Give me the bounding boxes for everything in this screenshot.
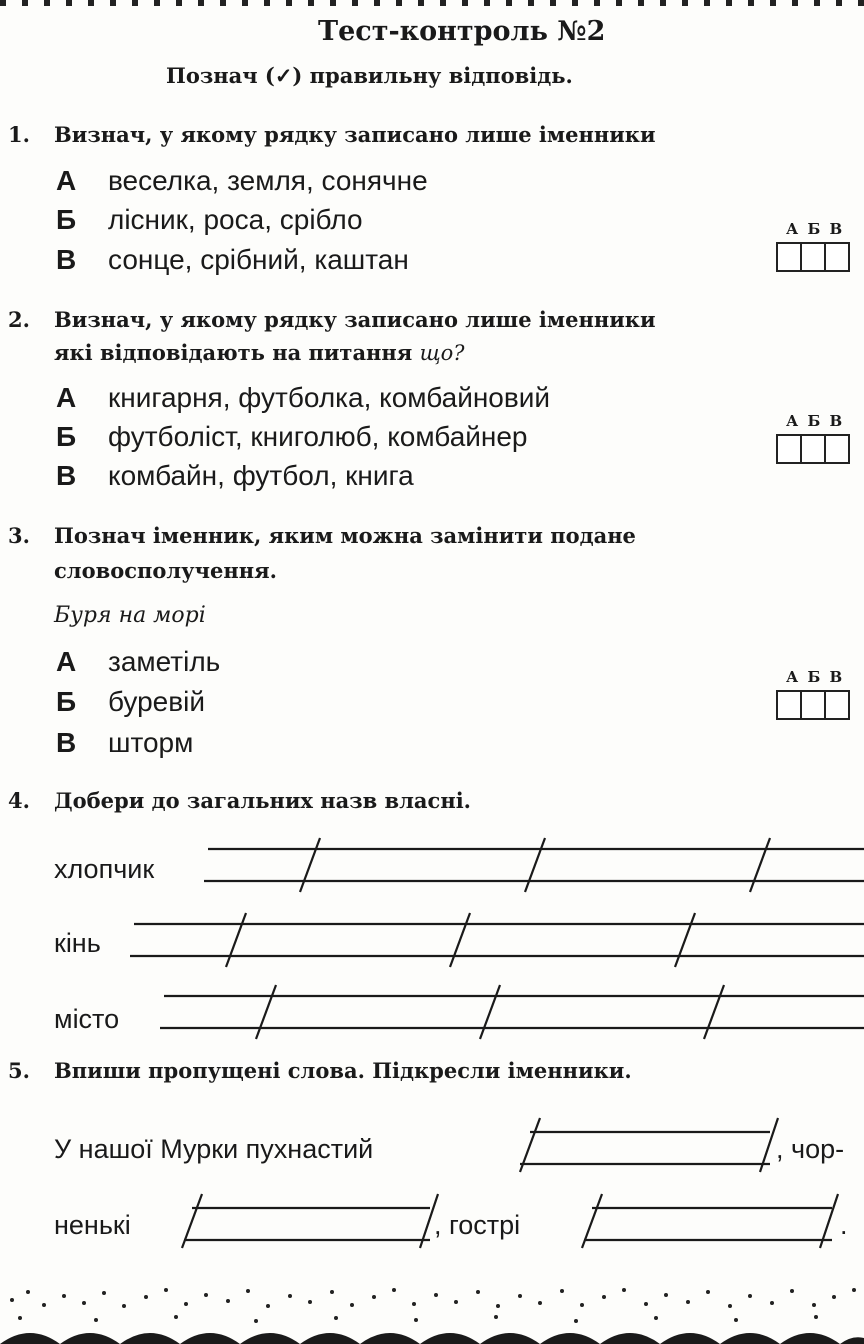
q3-option-c-text: шторм [108, 727, 194, 758]
question-4-text: Добери до загальних назв власні. [54, 788, 471, 813]
q1-option-b-letter: Б [56, 204, 77, 235]
page-title: Тест-контроль №2 [318, 16, 606, 47]
q3-option-b-letter: Б [56, 686, 77, 717]
q4-row2-answer-lines[interactable] [130, 913, 864, 967]
question-3-phrase: Буря на морі [54, 603, 206, 628]
q4-word-city: місто [54, 1004, 120, 1034]
bottom-dots [10, 1288, 856, 1323]
q5-sentence-part-1: У нашої Мурки пухнастий [54, 1134, 374, 1164]
question-4-number: 4. [8, 788, 30, 813]
q4-row3-answer-lines[interactable] [160, 985, 864, 1039]
q3-option-b-text: буревій [108, 686, 205, 717]
question-5-text: Впиши пропущені слова. Підкресли іменники. [54, 1058, 632, 1083]
q4-row1-answer-lines[interactable] [204, 838, 864, 892]
question-1-number: 1. [8, 122, 30, 147]
question-2-keyword: що? [419, 341, 465, 365]
q3-option-a-letter: А [56, 646, 77, 677]
q1-option-c-letter: В [56, 244, 77, 275]
q1-option-a-letter: А [56, 165, 77, 196]
bottom-decorative-border [0, 1333, 864, 1344]
question-5-number: 5. [8, 1058, 30, 1083]
q5-sentence-part-4: , гострі [434, 1210, 521, 1240]
q2-option-b-text: футболіст, книголюб, комбайнер [108, 421, 528, 452]
q2-option-a-letter: А [56, 382, 77, 413]
q5-sentence-part-2: , чор- [776, 1134, 845, 1164]
q5-sentence-part-5: . [840, 1210, 848, 1240]
question-3-number: 3. [8, 523, 30, 548]
q1-option-c-text: сонце, срібний, каштан [108, 244, 409, 275]
q3-answer-labels: А Б В [786, 668, 845, 686]
q4-word-boy: хлопчик [54, 854, 155, 884]
q3-option-c-letter: В [56, 727, 77, 758]
q2-option-a-text: книгарня, футболка, комбайновий [108, 382, 551, 413]
q5-blank-2[interactable] [182, 1194, 438, 1248]
question-2-text-line2-main: які відповідають на питання [54, 340, 413, 365]
q3-option-a-text: заметіль [108, 646, 221, 677]
question-2-number: 2. [8, 307, 30, 332]
q5-sentence-part-3: ненькі [54, 1210, 131, 1240]
q2-option-b-letter: Б [56, 421, 77, 452]
q2-option-c-text: комбайн, футбол, книга [108, 460, 414, 491]
q1-answer-labels: А Б В [786, 220, 845, 238]
question-3-text: Познач іменник, яким можна замінити подане [54, 523, 636, 548]
q1-option-a-text: веселка, земля, сонячне [108, 165, 428, 196]
q4-word-horse: кінь [54, 928, 101, 958]
instruction: Познач (✓) правильну відповідь. [166, 63, 573, 88]
q2-answer-labels: А Б В [786, 412, 845, 430]
q1-option-b-text: лісник, роса, срібло [108, 204, 363, 235]
q5-blank-1[interactable] [520, 1118, 778, 1172]
q2-option-c-letter: В [56, 460, 77, 491]
question-3-text-line2: словосполучення. [54, 558, 277, 583]
question-2-text: Визнач, у якому рядку записано лише іменники [54, 307, 656, 332]
question-1-text: Визнач, у якому рядку записано лише іменники [54, 122, 656, 147]
q5-blank-3[interactable] [582, 1194, 838, 1248]
